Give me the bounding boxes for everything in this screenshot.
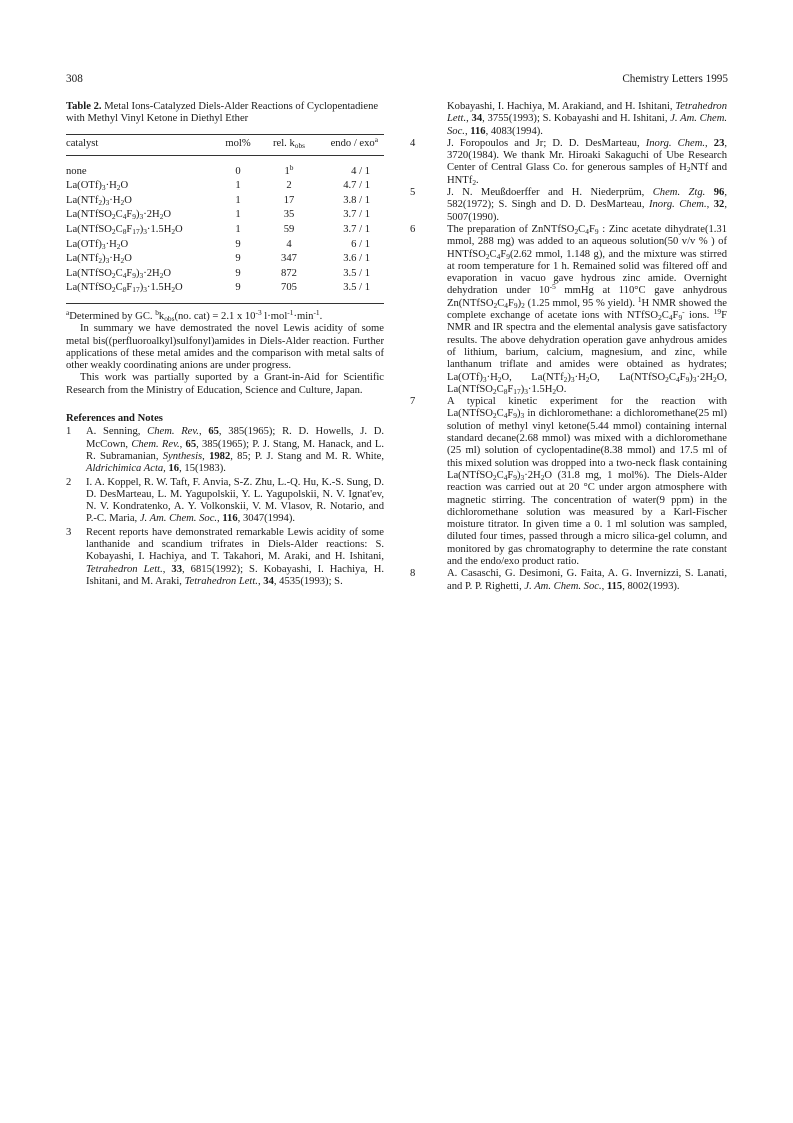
catalyst-formula: $La(NTf_2)_3\cdot H_2O$ xyxy=(66,253,132,266)
reference-7: 7 A typical kinetic experiment for the reaction with $La(NTfSO_2C_4F_9)_3$ in dichloromethane: a dichloromethane(25 ml) solution of methyl vinyl ketone(5.44 mmol) containing internal standard decane(2.68 mmol) was mixed with a dichloromethane (25 ml) solution of cyclopentadine(8.38 mmol) and 17.5 ml of this mixed solution was dropped into a two-neck flask containing $La(NTfSO_2C_4F_9)_3\cdot 2H_2O$ (31.8 mg, 1 mol%). The Diels-Alder reaction was carried out at 20 °C under argon atmosphere with magnetic stirring. The concentration of water(9 ppm) in the dichloromethane solution was measured by a Karl-Fischer moisture titrator. In given time a 0. 1 ml solution was sampled, diluted four times, passed through a micro silica-gel column, and monitored by gas chromatography to determine the rate constant and the endo/exo product ratio. xyxy=(410,396,727,567)
table-row: $La(NTfSO_2C_4F_9)_3\cdot 2H_2O$ 1 35 3.7 / 1 xyxy=(66,209,384,224)
table-row: $La(NTfSO_2C_8F_{17})_3\cdot 1.5H_2O$ 1 59 3.7 / 1 xyxy=(66,224,384,239)
page-number: 308 xyxy=(66,73,83,85)
col-k-header: rel. $k_{obs}$ xyxy=(260,134,318,155)
catalyst-formula: $La(OTf)_3\cdot H_2O$ xyxy=(66,180,129,193)
table-row: $La(NTfSO_2C_8F_{17})_3\cdot 1.5H_2O$ 9 705 3.5 / 1 xyxy=(66,282,384,297)
table-row: $La(OTf)_3\cdot H_2O$ 1 2 4.7 / 1 xyxy=(66,180,384,195)
reference-8: 8 A. Casaschi, G. Desimoni, G. Faita, A. G. Invernizzi, S. Lanati, and P. P. Righetti, J. Am. Chem. Soc., 115, 8002(1993). xyxy=(410,568,727,592)
reference-2: 2 I. A. Koppel, R. W. Taft, F. Anvia, S-Z. Zhu, L.-Q. Hu, K.-S. Sung, D. D. DesMarteau, L. M. Yagupolskii, Y. L. Yagupolskii, N. V. Ignat'ev, N. V. Kondratenko, A. Y. Volkonskii, V. M. Vlasov, R. Notario, and P.-C. Maria, J. Am. Chem. Soc., 116, 3047(1994). xyxy=(66,476,384,525)
references-heading: References and Notes xyxy=(66,413,163,425)
col-endo-header: endo / exo$^a$ xyxy=(318,134,384,155)
catalyst-formula: $La(NTfSO_2C_8F_{17})_3\cdot 1.5H_2O$ xyxy=(66,223,183,236)
table-row: $La(OTf)_3\cdot H_2O$ 9 4 6 / 1 xyxy=(66,239,384,254)
catalyst-formula: $La(NTfSO_2C_8F_{17})_3\cdot 1.5H_2O$ xyxy=(66,282,183,295)
summary-paragraph: In summary we have demostrated the novel Lewis acidity of some metal bis((perfluoroalkyl)sulfonyl)amides in Diels-Alder reaction. Further applications of these metal amides and the comparison with metal salts of other weakly coordinating anions are under progress. xyxy=(66,323,384,372)
col-mol-header: mol% xyxy=(216,134,260,155)
reference-1: 1 A. Senning, Chem. Rev., 65, 385(1965); R. D. Howells, J. D. McCown, Chem. Rev., 65, 385(1965); P. J. Stang, M. Hanack, and L. R. Subramanian, Synthesis, 1982, 85; P. J. Stang and M. R. White, Aldrichimica Acta, 16, 15(1983). xyxy=(66,426,385,475)
reference-3-continued: Kobayashi, I. Hachiya, M. Arakiand, and H. Ishitani, Tetrahedron Lett., 34, 3755(1993); S. Kobayashi and H. Ishitani, J. Am. Chem. Soc., 116, 4083(1994). xyxy=(447,101,727,137)
acknowledgement-paragraph: This work was partially suported by a Grant-in-Aid for Scientific Research from the Ministry of Education, Science and Culture, Japan. xyxy=(66,372,384,396)
table-row: $La(NTfSO_2C_4F_9)_3\cdot 2H_2O$ 9 872 3.5 / 1 xyxy=(66,268,384,283)
journal-name: Chemistry Letters 1995 xyxy=(622,73,728,85)
table-footnote: $^a$Determined by GC. $^bk_{obs}(no$. cat) = 2.1 x $10^{-3}$ $l\cdot mol^{-1}\cdot\min^{-1}$. xyxy=(66,307,323,323)
table-caption-text: Metal Ions-Catalyzed Diels-Alder Reactions of Cyclopentadiene with Methyl Vinyl Ketone in Diethyl Ether xyxy=(66,101,379,125)
table-header-row xyxy=(66,134,384,155)
table-row: none 0 1$^b$ 4 / 1 xyxy=(66,162,370,177)
left-column xyxy=(66,101,384,588)
results-table xyxy=(66,134,384,304)
table-row: $La(NTf_2)_3\cdot H_2O$ 1 17 3.8 / 1 xyxy=(66,195,384,210)
reference-5: 5 J. N. Meußdoerffer and H. Niederprüm, Chem. Ztg. 96, 582(1972); S. Singh and D. D. DesMarteau, Inorg. Chem., 32, 5007(1990). xyxy=(410,187,727,223)
reference-4: 4 J. Foropoulos and Jr; D. D. DesMarteau, Inorg. Chem., 23, 3720(1984). We thank Mr. Hiroaki Sakaguchi of Ube Research Center of Central Glass Co. for generous samples of $H_2NTf$ and HNTf$_2$. xyxy=(410,137,728,187)
table-row: $La(NTf_2)_3\cdot H_2O$ 9 347 3.6 / 1 xyxy=(66,253,384,268)
table-caption xyxy=(66,101,384,126)
catalyst-formula: $La(NTf_2)_3\cdot H_2O$ xyxy=(66,194,132,207)
col-catalyst-header: catalyst xyxy=(66,134,216,155)
table-bottom-rule xyxy=(66,297,384,304)
table-caption-label: Table 2. xyxy=(66,101,102,112)
catalyst-formula: $La(OTf)_3\cdot H_2O$ xyxy=(66,238,129,251)
right-column xyxy=(410,101,727,593)
catalyst-formula: $La(NTfSO_2C_4F_9)_3\cdot 2H_2O$ xyxy=(66,209,172,222)
reference-3: 3 Recent reports have demonstrated remarkable Lewis acidity of some lanthanide and scandium trifrates in Diels-Alder reactions: S. Kobayashi, I. Hachiya, and T. Takahori, M. Araki, and H. Ishitani, Tetrahedron Lett., 33, 6815(1992); S. Kobayashi, I. Hachiya, H. Ishitani, and M. Araki, Tetrahedron Lett., 34, 4535(1993); S. xyxy=(66,526,385,587)
catalyst-formula: $La(NTfSO_2C_4F_9)_3\cdot 2H_2O$ xyxy=(66,267,172,280)
reference-6: 6 The preparation of $ZnNTfSO_2C_4F_9$ : Zinc acetate dihydrate(1.31 mmol, 288 mg) was added to an aqueous solution(50 v/v % ) of $HNTfSO_2C_4F_9(2.62$ mmol, 1.148 g), and the mixture was stirred at room temperature for 1 h. Remained solid was filtered off and evaporation in vacuo gave hydrous zinc amide. Overnight dehydration under $10^{-5}$ mmHg at 110°C gave anhydrous $Zn(NTfSO_2C_4F_9)_2$ (1.25 mmol, 95 % yield). $^1$H NMR showed the complete exchange of acetate ions with $NTfSO_2C_4F_9^-$ ions. $^{19}$F NMR and IR spectra and the elemental analysis gave satisfactory results. The above dehydration operation gave anhydrous amides of lithium, barium, calcium, magnesium, and zinc, while lanthanum triflate and amides were obtained as hydrates; $La(OTf)_3\cdot H_2O$, $La(NTf_2)_3\cdot H_2O$, $La(NTfSO_2C_4F_9)_3\cdot 2H_2O$, $La(NTfSO_2C_8F_{17})_3\cdot 1.5H_2O$. xyxy=(410,223,728,396)
